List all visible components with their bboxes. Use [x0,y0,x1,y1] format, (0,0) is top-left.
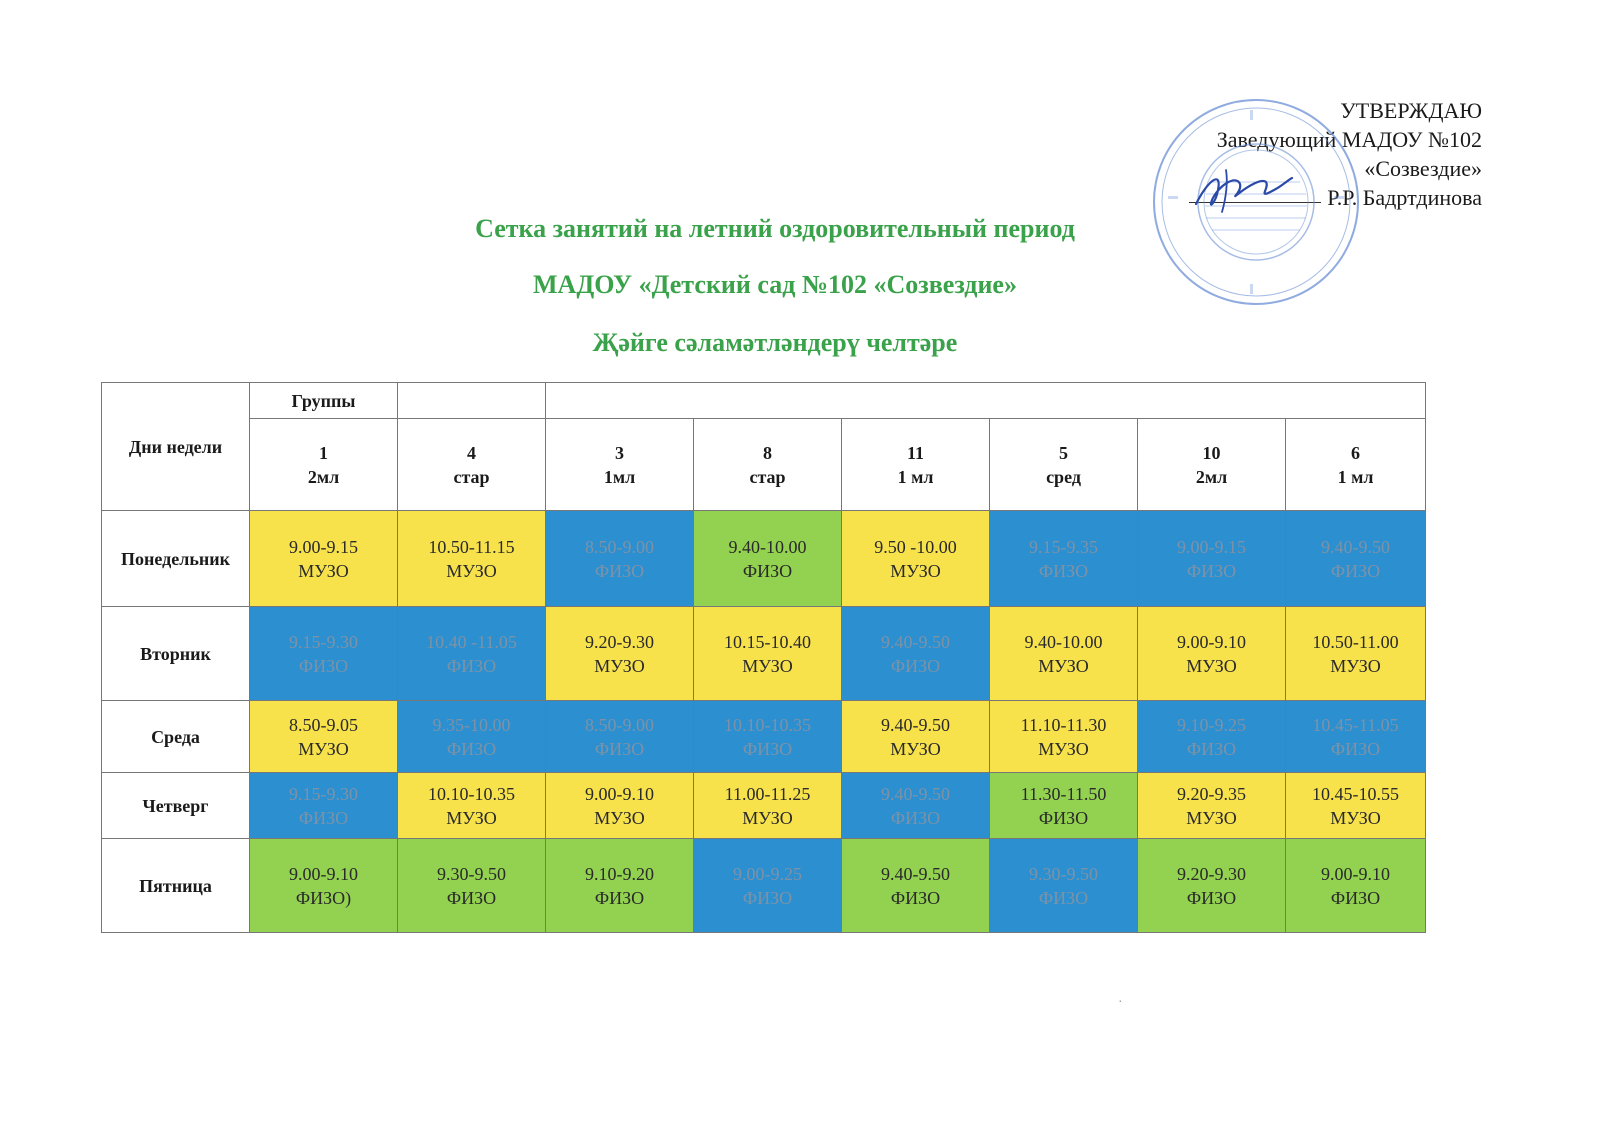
schedule-cell [250,839,398,933]
session-time: 8.50-9.05 [289,714,358,735]
session-activity: ФИЗО [594,560,645,581]
session-time: 9.30-9.50 [1029,863,1098,884]
session-time: 11.10-11.30 [1020,714,1107,735]
handwritten-signature [1178,160,1298,220]
schedule-cell [546,701,694,773]
approval-org: «Созвездие» [1364,156,1482,181]
group-number: 3 [615,442,624,463]
session-time: 10.50-11.00 [1312,631,1399,652]
schedule-cell [1286,511,1426,607]
schedule-cell [990,607,1138,701]
schedule-table [101,382,1426,933]
schedule-cell [694,701,842,773]
day-label: Понедельник [102,511,250,607]
schedule-cell [842,701,990,773]
session-time: 9.00-9.10 [585,783,654,804]
schedule-cell [694,839,842,933]
groups-header-blank [398,383,546,419]
session-time: 9.40-10.00 [1024,631,1103,652]
session-time: 9.00-9.25 [733,863,802,884]
session-activity: МУЗО [298,738,349,759]
session-time: 9.50 -10.00 [874,536,957,557]
session-time: 11.00-11.25 [724,783,811,804]
schedule-cell [1286,773,1426,839]
session-activity: ФИЗО [742,887,793,908]
group-number: 6 [1351,442,1360,463]
session-activity: ФИЗО [1038,560,1089,581]
schedule-cell [398,839,546,933]
day-label: Вторник [102,607,250,701]
schedule-cell [1138,607,1286,701]
header-empty-space [546,383,1426,419]
group-header-cell [1138,419,1286,511]
title-line-3: Җәйге сәламәтләндерү челтәре [592,328,958,357]
group-name: сред [1046,466,1081,487]
session-time: 10.10-10.35 [428,783,515,804]
session-time: 10.45-10.55 [1312,783,1399,804]
schedule-cell [250,607,398,701]
group-header-cell [1286,419,1426,511]
session-activity: МУЗО [446,560,497,581]
session-activity: ФИЗО [890,655,941,676]
session-activity: ФИЗО [298,807,349,828]
session-activity: МУЗО [1330,655,1381,676]
session-activity: ФИЗО [446,655,497,676]
session-time: 9.20-9.30 [1177,863,1246,884]
session-time: 9.40-9.50 [1321,536,1390,557]
session-time: 10.50-11.15 [428,536,515,557]
session-activity: МУЗО [1186,655,1237,676]
session-activity: ФИЗО) [295,887,352,908]
schedule-cell [250,511,398,607]
schedule-cell [546,839,694,933]
days-of-week-header: Дни недели [102,383,250,511]
group-name: стар [749,466,786,487]
group-header-cell [398,419,546,511]
approval-heading: УТВЕРЖДАЮ [1340,98,1482,123]
session-time: 9.10-9.25 [1177,714,1246,735]
session-time: 9.15-9.30 [289,631,358,652]
session-activity: ФИЗО [446,887,497,908]
session-time: 9.15-9.30 [289,783,358,804]
session-time: 9.15-9.35 [1029,536,1098,557]
schedule-cell [990,773,1138,839]
session-time: 9.40-9.50 [881,714,950,735]
group-number: 5 [1059,442,1068,463]
session-activity: ФИЗО [1186,887,1237,908]
session-activity: ФИЗО [594,738,645,759]
schedule-cell [398,701,546,773]
session-time: 8.50-9.00 [585,536,654,557]
day-row [102,839,1426,933]
session-time: 9.40-10.00 [728,536,807,557]
session-activity: МУЗО [742,807,793,828]
group-header-cell [546,419,694,511]
session-activity: ФИЗО [594,887,645,908]
schedule-cell [250,701,398,773]
schedule-cell [842,607,990,701]
schedule-cell [990,701,1138,773]
group-name: 2мл [307,466,340,487]
session-time: 10.10-10.35 [724,714,811,735]
session-time: 9.00-9.15 [1177,536,1246,557]
session-activity: МУЗО [446,807,497,828]
schedule-cell [546,511,694,607]
session-activity: МУЗО [742,655,793,676]
session-activity: ФИЗО [1186,738,1237,759]
session-activity: ФИЗО [446,738,497,759]
schedule-cell [398,607,546,701]
day-row [102,701,1426,773]
schedule-cell [546,607,694,701]
schedule-cell [842,773,990,839]
title-line-1: Сетка занятий на летний оздоровительный период [475,214,1075,243]
day-label: Пятница [102,839,250,933]
session-time: 10.45-11.05 [1312,714,1399,735]
group-number: 1 [319,442,328,463]
session-activity: ФИЗО [1038,887,1089,908]
schedule-cell [990,511,1138,607]
approval-position: Заведующий МАДОУ №102 [1216,127,1482,152]
schedule-cell [1286,839,1426,933]
schedule-cell [546,773,694,839]
schedule-cell [1138,839,1286,933]
day-row [102,773,1426,839]
schedule-cell [990,839,1138,933]
group-header-cell [842,419,990,511]
schedule-cell [398,511,546,607]
session-activity: ФИЗО [742,738,793,759]
session-activity: ФИЗО [1330,887,1381,908]
schedule-cell [250,773,398,839]
session-activity: МУЗО [1186,807,1237,828]
group-name: 2мл [1195,466,1228,487]
scan-mark: · [1118,995,1123,1010]
session-activity: МУЗО [594,655,645,676]
group-name: 1 мл [897,466,934,487]
groups-header: Группы [250,383,398,419]
session-time: 9.00-9.10 [1321,863,1390,884]
session-time: 9.20-9.30 [585,631,654,652]
schedule-cell [694,607,842,701]
session-time: 9.35-10.00 [432,714,511,735]
group-name: 1 мл [1337,466,1374,487]
group-header-cell [990,419,1138,511]
session-time: 9.40-9.50 [881,783,950,804]
approval-signer: Р.Р. Бадртдинова [1327,185,1482,210]
session-activity: ФИЗО [1186,560,1237,581]
session-activity: ФИЗО [1038,807,1089,828]
session-activity: ФИЗО [742,560,793,581]
schedule-cell [694,511,842,607]
session-time: 9.00-9.10 [289,863,358,884]
title-line-2: МАДОУ «Детский сад №102 «Созвездие» [533,270,1017,299]
session-activity: МУЗО [594,807,645,828]
group-name: стар [453,466,490,487]
session-activity: МУЗО [1330,807,1381,828]
schedule-cell [1138,701,1286,773]
session-activity: ФИЗО [890,887,941,908]
session-time: 9.30-9.50 [437,863,506,884]
session-time: 9.00-9.10 [1177,631,1246,652]
session-time: 11.30-11.50 [1020,783,1107,804]
session-activity: МУЗО [1038,738,1089,759]
schedule-cell [1138,773,1286,839]
schedule-cell [1286,701,1426,773]
session-activity: ФИЗО [1330,560,1381,581]
session-activity: МУЗО [890,738,941,759]
group-name: 1мл [603,466,636,487]
groups-row [102,419,1426,511]
group-number: 4 [467,442,476,463]
schedule-cell [842,511,990,607]
day-label: Четверг [102,773,250,839]
schedule-cell [694,773,842,839]
session-time: 9.40-9.50 [881,631,950,652]
schedule-cell [1286,607,1426,701]
schedule-cell [842,839,990,933]
day-row [102,511,1426,607]
session-activity: ФИЗО [1330,738,1381,759]
session-time: 10.15-10.40 [724,631,811,652]
schedule-cell [1138,511,1286,607]
session-activity: МУЗО [298,560,349,581]
group-number: 10 [1202,442,1221,463]
session-time: 10.40 -11.05 [426,631,517,652]
session-time: 9.10-9.20 [585,863,654,884]
session-time: 8.50-9.00 [585,714,654,735]
session-activity: МУЗО [890,560,941,581]
session-activity: ФИЗО [890,807,941,828]
day-label: Среда [102,701,250,773]
session-time: 9.20-9.35 [1177,783,1246,804]
schedule-cell [398,773,546,839]
group-header-cell [250,419,398,511]
session-time: 9.00-9.15 [289,536,358,557]
group-number: 11 [906,442,924,463]
session-time: 9.40-9.50 [881,863,950,884]
session-activity: МУЗО [1038,655,1089,676]
group-number: 8 [763,442,772,463]
group-header-cell [694,419,842,511]
session-activity: ФИЗО [298,655,349,676]
day-row [102,607,1426,701]
